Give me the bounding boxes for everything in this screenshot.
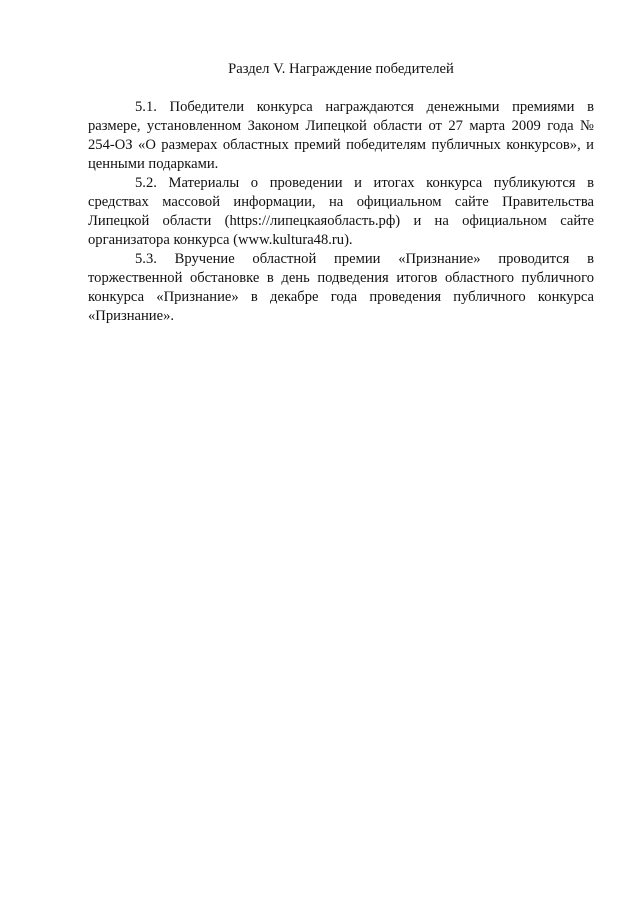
- paragraph-5-2: 5.2. Материалы о проведении и итогах конкурса публикуются в средствах массовой информации, на официальном сайте Правительства Липецкой области (https://липецкаяобласть.рф) и на официальном сайте организатора конкурса (www.kultura48.ru).: [88, 175, 594, 248]
- paragraph-5-1: 5.1. Победители конкурса награждаются денежными премиями в размере, установленном Законом Липецкой области от 27 марта 2009 года № 254-ОЗ «О размерах областных премий победителям публичных конкурсов», и ценными подарками.: [88, 99, 594, 172]
- document-body: [88, 60, 594, 326]
- section-title: Раздел V. Награждение победителей: [228, 61, 454, 77]
- paragraph-5-3: 5.3. Вручение областной премии «Признание» проводится в торжественной обстановке в день подведения итогов областного публичного конкурса «Признание» в декабре года проведения публичного конкурса «Признание».: [88, 251, 594, 324]
